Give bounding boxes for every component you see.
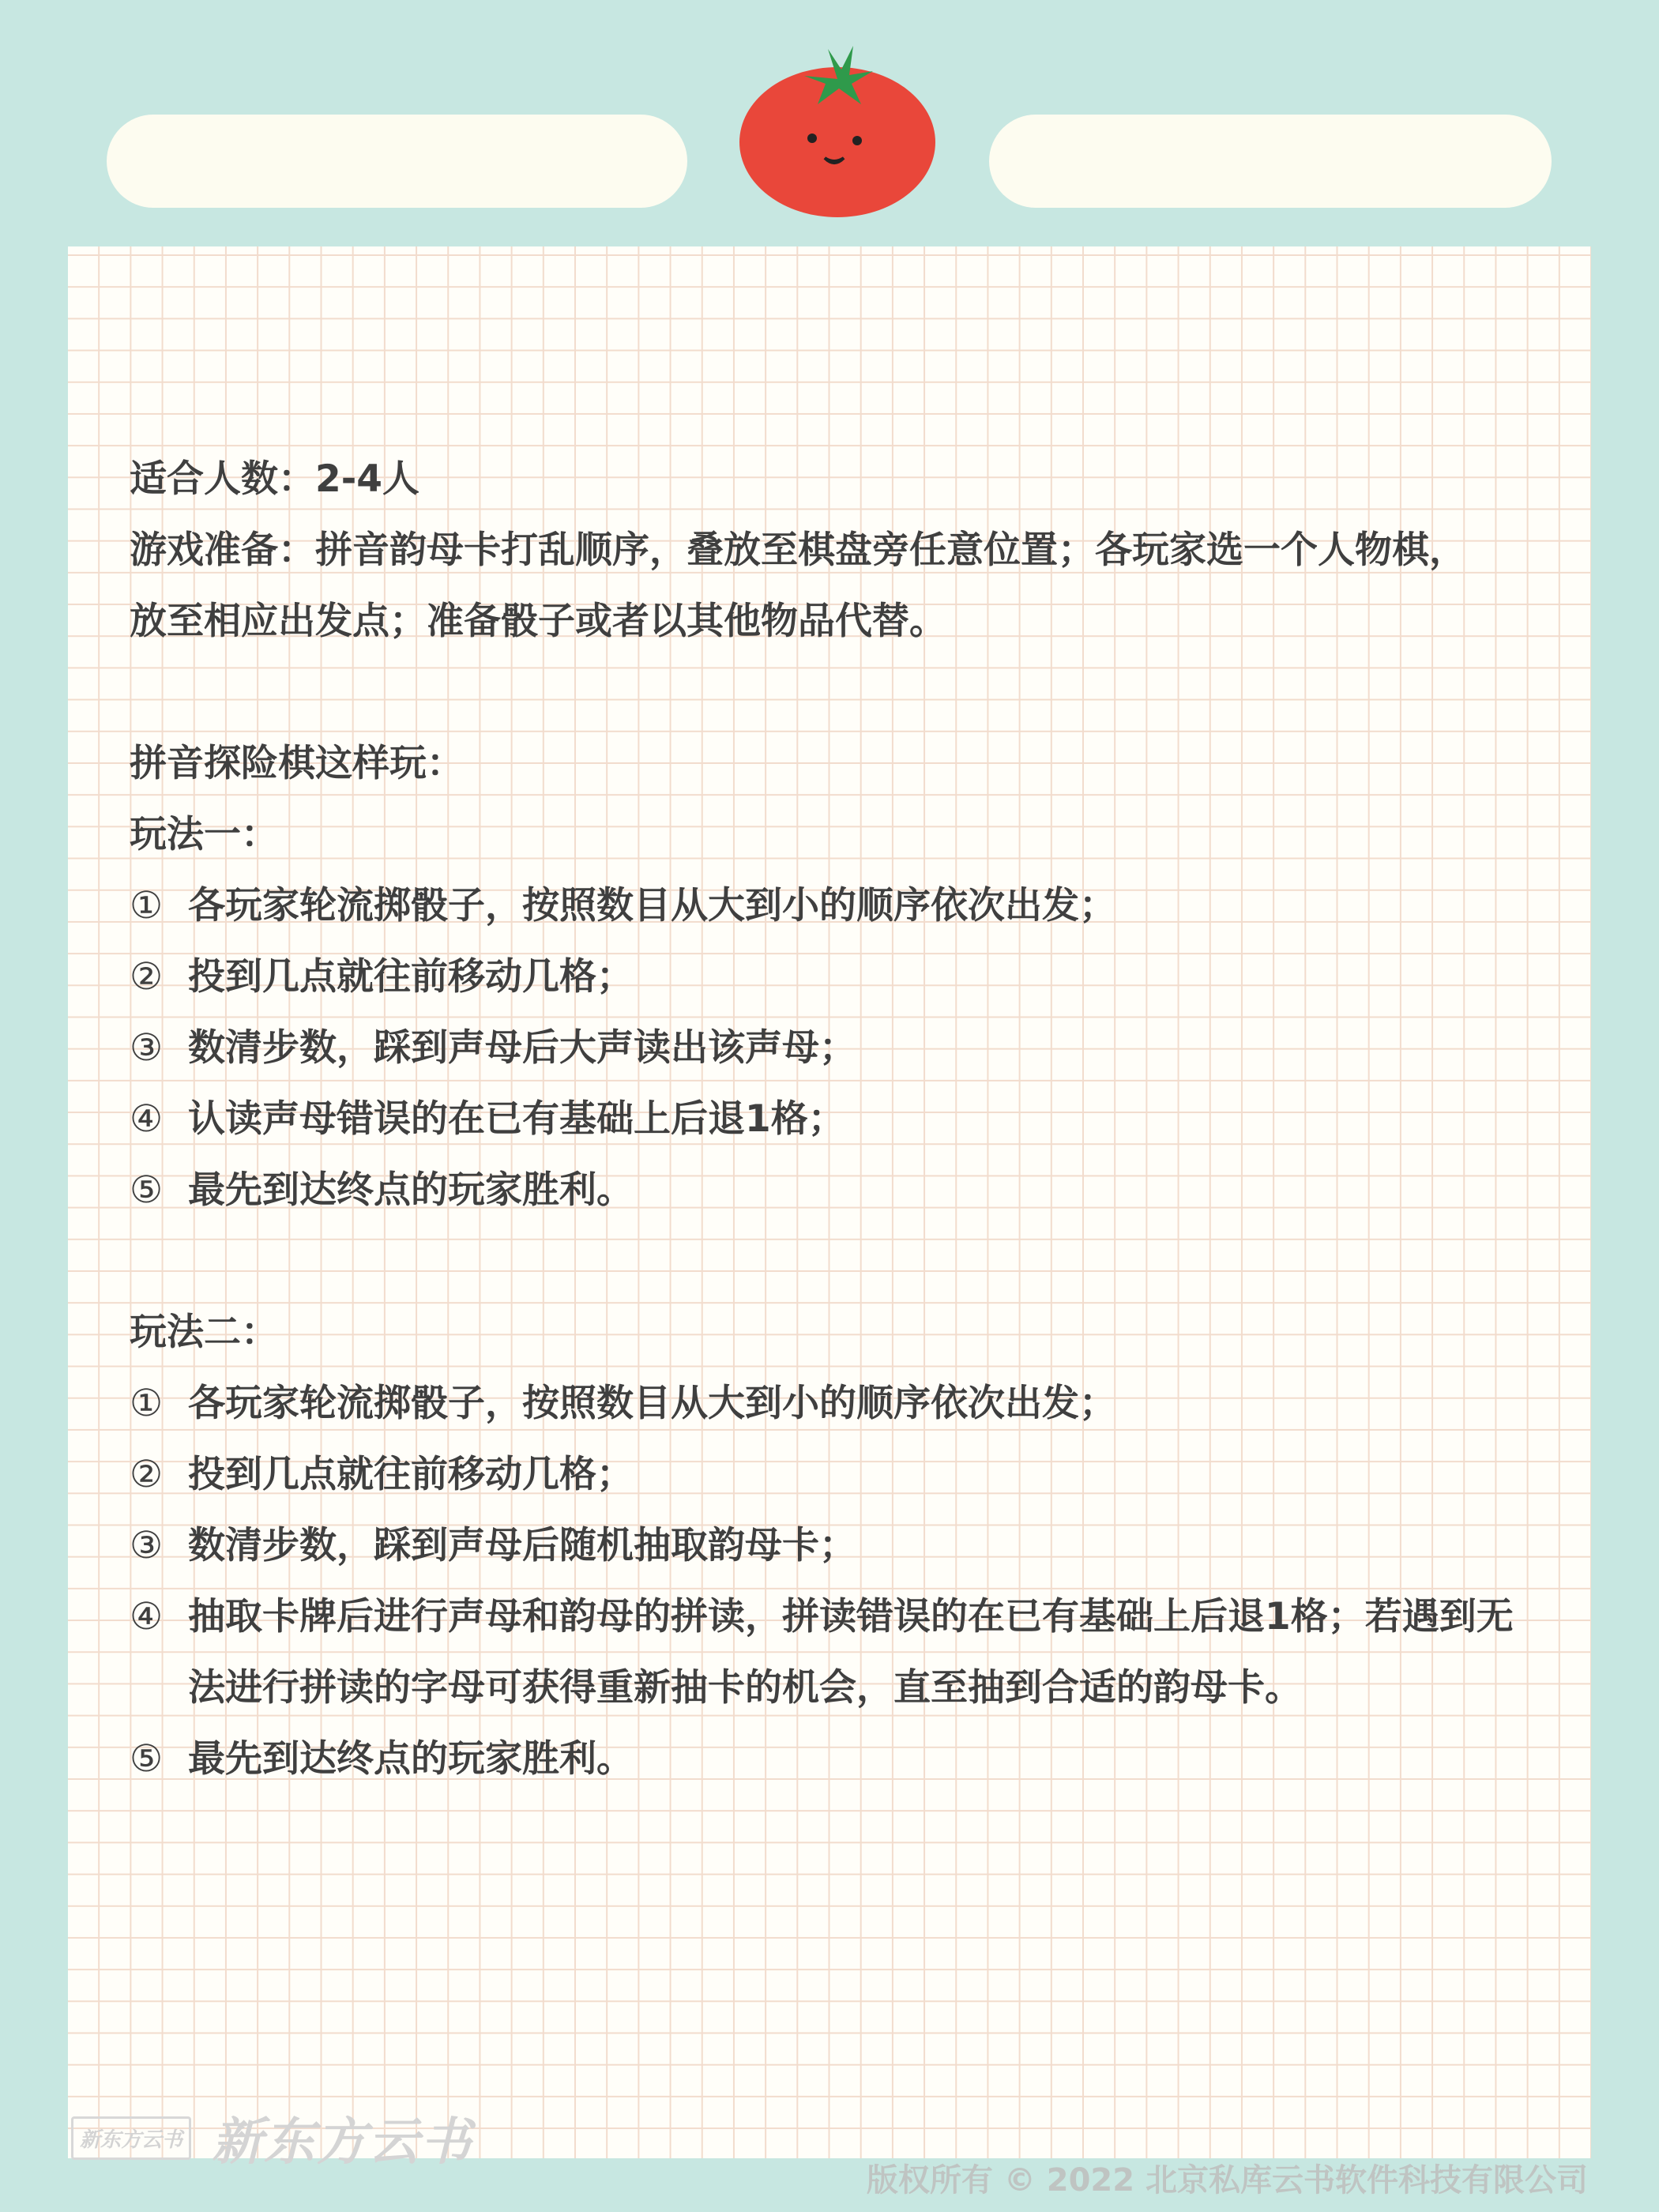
copyright-notice: 版权所有 © 2022 北京私库云书软件科技有限公司 — [866, 2162, 1588, 2199]
method1-item: ③ 数清步数，踩到声母后大声读出该声母； — [130, 1026, 856, 1070]
instructions — [130, 444, 1544, 1795]
method2-item: ⑤ 最先到达终点的玩家胜利。 — [130, 1737, 634, 1781]
prep-line-2: 放至相应出发点；准备骰子或者以其他物品代替。 — [130, 600, 946, 643]
players-line: 适合人数：2-4人 — [130, 457, 419, 501]
prep-line-1: 游戏准备：拼音韵母卡打乱顺序，叠放至棋盘旁任意位置；各玩家选一个人物棋， — [130, 529, 1466, 572]
method2-title: 玩法二： — [130, 1311, 278, 1354]
method2-item: ④ 抽取卡牌后进行声母和韵母的拼读，拼读错误的在已有基础上后退1格；若遇到无法进行拼读的字母可获得重新抽卡的机会，直至抽到合适的韵母卡。 — [130, 1595, 1514, 1710]
method2-item: ① 各玩家轮流掷骰子，按照数目从大到小的顺序依次出发； — [130, 1382, 1116, 1425]
method1-item: ② 投到几点就往前移动几格； — [130, 955, 634, 999]
method2-item: ② 投到几点就往前移动几格； — [130, 1453, 634, 1496]
top-left-pill-decoration — [107, 115, 687, 208]
watermark-logo: 新东方云书 — [71, 2116, 191, 2160]
watermark-brand: 新东方云书 — [212, 2113, 473, 2172]
tomato-icon — [735, 32, 940, 221]
method2-item: ③ 数清步数，踩到声母后随机抽取韵母卡； — [130, 1524, 856, 1567]
method1-title: 玩法一： — [130, 813, 278, 856]
grid-paper — [68, 246, 1591, 2158]
top-right-pill-decoration — [989, 115, 1552, 208]
method1-item: ④ 认读声母错误的在已有基础上后退1格； — [130, 1097, 845, 1141]
how-to-heading: 拼音探险棋这样玩： — [130, 742, 464, 785]
brand-watermark — [71, 2101, 472, 2174]
method1-item: ⑤ 最先到达终点的玩家胜利。 — [130, 1168, 634, 1212]
method1-item: ① 各玩家轮流掷骰子，按照数目从大到小的顺序依次出发； — [130, 884, 1116, 927]
